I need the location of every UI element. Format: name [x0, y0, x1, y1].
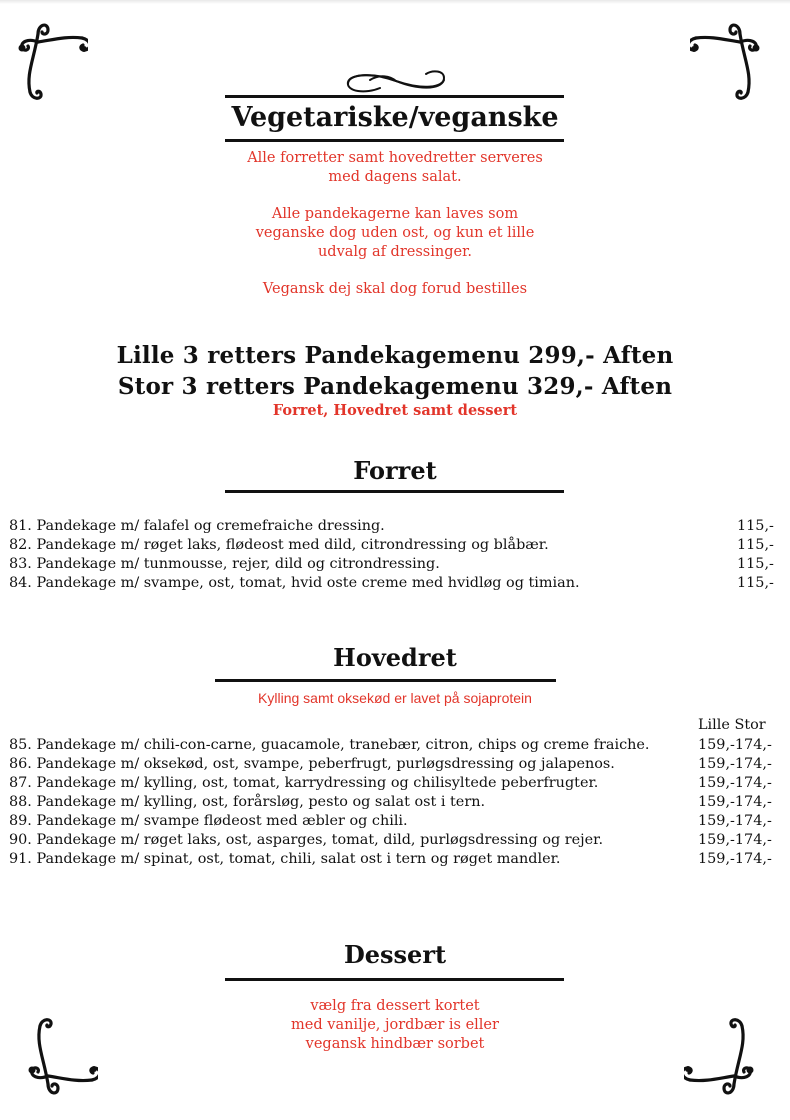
hovedret-rule: [215, 679, 556, 682]
page-title: Vegetariske/veganske: [231, 102, 559, 133]
forret-list: [9, 517, 784, 593]
swirl-ornament-icon: [340, 66, 452, 96]
item-description: 81. Pandekage m/ falafel og cremefraiche dressing.: [9, 518, 385, 534]
forret-rule: [225, 490, 564, 493]
intro-note-line: Vegansk dej skal dog forud bestilles: [262, 281, 528, 297]
dessert-line: vælg fra dessert kortet: [310, 998, 480, 1014]
intro-note-salad: [0, 149, 790, 187]
item-price: 159,-174,-: [698, 737, 772, 753]
item-description: 82. Pandekage m/ røget laks, flødeost med dild, citrondressing og blåbær.: [9, 537, 549, 553]
title-rule-top: [225, 95, 564, 98]
item-description: 89. Pandekage m/ svampe flødeost med æbler og chili.: [9, 813, 408, 829]
section-heading-forret: Forret: [353, 456, 437, 485]
item-price: 115,-: [737, 575, 774, 591]
intro-note-vegan: [0, 205, 790, 262]
item-price: 115,-: [737, 537, 774, 553]
corner-flourish-top-left-icon: [8, 14, 88, 104]
corner-flourish-top-right-icon: [690, 14, 770, 104]
item-description: 91. Pandekage m/ spinat, ost, tomat, chili, salat ost i tern og røget mandler.: [9, 851, 561, 867]
promo-small-menu: Lille 3 retters Pandekagemenu 299,- Aften: [116, 342, 674, 369]
title-rule-bottom: [225, 139, 564, 142]
menu-item-87: [9, 774, 784, 793]
menu-item-84: [9, 574, 784, 593]
promo-subtitle: Forret, Hovedret samt dessert: [272, 402, 518, 419]
promo-large-menu: Stor 3 retters Pandekagemenu 329,- Aften: [117, 373, 673, 400]
hovedret-list: [9, 736, 784, 869]
menu-item-86: [9, 755, 784, 774]
menu-item-91: [9, 850, 784, 869]
item-description: 90. Pandekage m/ røget laks, ost, asparges, tomat, dild, purløgsdressing og rejer.: [9, 832, 604, 848]
dessert-line: med vanilje, jordbær is eller: [291, 1017, 499, 1033]
item-description: 86. Pandekage m/ oksekød, ost, svampe, peberfrugt, purløgsdressing og jalapenos.: [9, 756, 615, 772]
dessert-rule: [225, 978, 564, 981]
item-price: 159,-174,-: [698, 756, 772, 772]
item-price: 115,-: [737, 556, 774, 572]
item-description: 87. Pandekage m/ kylling, ost, tomat, karrydressing og chilisyltede peberfrugter.: [9, 775, 599, 791]
dessert-note: [0, 997, 790, 1054]
intro-note-line: Alle pandekagerne kan laves som: [271, 206, 519, 222]
item-price: 159,-174,-: [698, 832, 772, 848]
section-heading-dessert: Dessert: [343, 940, 447, 969]
item-description: 83. Pandekage m/ tunmousse, rejer, dild og citrondressing.: [9, 556, 440, 572]
intro-note-line: veganske dog uden ost, og kun et lille: [255, 225, 535, 241]
intro-note-line: udvalg af dressinger.: [317, 244, 473, 260]
menu-item-89: [9, 812, 784, 831]
item-price: 159,-174,-: [698, 775, 772, 791]
intro-note-line: Alle forretter samt hovedretter serveres: [247, 150, 543, 166]
menu-item-85: [9, 736, 784, 755]
menu-item-81: [9, 517, 784, 536]
intro-note-line: med dagens salat.: [328, 169, 462, 185]
menu-item-90: [9, 831, 784, 850]
menu-item-88: [9, 793, 784, 812]
item-price: 115,-: [737, 518, 774, 534]
item-price: 159,-174,-: [698, 794, 772, 810]
item-price: 159,-174,-: [698, 813, 772, 829]
item-description: 85. Pandekage m/ chili-con-carne, guacamole, tranebær, citron, chips og creme fraiche.: [9, 737, 650, 753]
item-description: 84. Pandekage m/ svampe, ost, tomat, hvid oste creme med hvidløg og timian.: [9, 575, 580, 591]
item-description: 88. Pandekage m/ kylling, ost, forårsløg, pesto og salat ost i tern.: [9, 794, 486, 810]
section-heading-hovedret: Hovedret: [333, 643, 457, 672]
intro-note-dough: [0, 280, 790, 299]
hovedret-note: Kylling samt oksekød er lavet på sojaprotein: [258, 690, 532, 706]
item-price: 159,-174,-: [698, 851, 772, 867]
dessert-line: vegansk hindbær sorbet: [305, 1036, 485, 1052]
price-column-header: Lille Stor: [698, 717, 766, 733]
page-top-shadow: [0, 0, 790, 4]
menu-item-83: [9, 555, 784, 574]
menu-item-82: [9, 536, 784, 555]
